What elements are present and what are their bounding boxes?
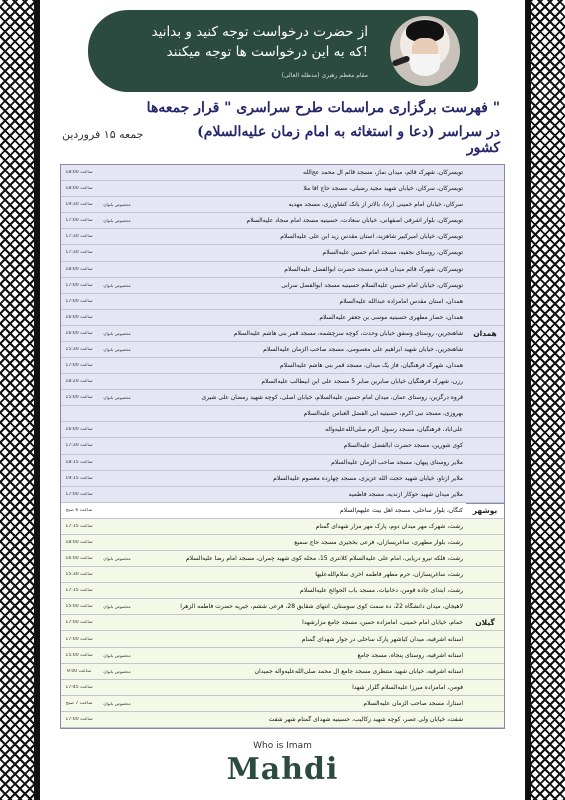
table-row bbox=[61, 696, 504, 712]
row-location: همدان، آستان مقدس امامزاده عبدالله علیه‌السلام bbox=[339, 297, 463, 305]
row-time: ساعت 17:30 bbox=[65, 234, 93, 240]
row-location: شفت، خیابان ولی عصر، کوچه شهید زکالیب، حسینیه شهدای گمنام شهر شفت bbox=[268, 715, 463, 723]
row-location: ملایر روستای پیهان، مسجد صاحب الزمان علیه‌السلام bbox=[331, 458, 463, 466]
row-location: شاهنجرین، روستای وسفق خیابان وحدت، کوچه سرچشمه، مسجد قمر بنی هاشم علیه‌السلام bbox=[233, 329, 463, 337]
row-time: ساعت 16:00 bbox=[65, 556, 93, 562]
table-row bbox=[61, 551, 504, 567]
row-time: ساعت 17:15 bbox=[65, 588, 93, 594]
footer-subtitle: Who is Imam bbox=[253, 741, 312, 751]
row-time: ساعت 6 صبح bbox=[65, 507, 93, 513]
table-row bbox=[61, 487, 504, 503]
row-location: رشت، ساغریسازان، حرم مطهر فاطمه اخری سلام‌الله‌علیها bbox=[315, 571, 463, 579]
row-time: ساعت 17:00 bbox=[65, 716, 93, 722]
row-location: تویسرکان، سرکان، خیابان شهید مجید رضیلی، مسجد حاج آقا ملا bbox=[303, 185, 463, 193]
banner-quote-line1: از حضرت درخواست توجه کنید و بدانید bbox=[151, 24, 368, 40]
row-note: مخصوص بانوان bbox=[103, 202, 131, 208]
row-note: مخصوص بانوان bbox=[103, 282, 131, 288]
table-row bbox=[61, 374, 504, 390]
table-row bbox=[61, 503, 504, 519]
row-location: رشت، بلوار مطهری، ساغریسازان، فرعی بخجیری مسجد حاج سمیع bbox=[294, 539, 463, 546]
table-row bbox=[61, 583, 504, 599]
table-row bbox=[61, 165, 504, 181]
events-table bbox=[60, 164, 505, 729]
table-row bbox=[61, 358, 504, 374]
table-row bbox=[61, 615, 504, 631]
table-row bbox=[61, 262, 504, 278]
row-location: رزن، شهرک فرهنگیان خیابان صابرین صابر 5 مسجد علی ابن ابیطالب علیه‌السلام bbox=[261, 378, 463, 386]
row-location: رشت، ابتدای جاده قومن، دخانیات، مسجد باب الحوائج علیه‌السلام bbox=[300, 587, 463, 595]
row-location: فومن، امامزاده میرزا علیه‌السلام گلزار شهدا bbox=[352, 683, 463, 691]
row-location: قروه درگزین، روستای عمان، میدان امام حسین علیه‌السلام، خیابان اصلی، کوچه شهید رمضان علی شیری bbox=[201, 394, 463, 402]
table-row bbox=[61, 213, 504, 229]
row-time: ساعت 15:00 bbox=[65, 652, 93, 658]
table-row bbox=[61, 406, 504, 422]
table-row bbox=[61, 455, 504, 471]
row-time: ساعت 19:30 bbox=[65, 202, 93, 208]
beard-shape bbox=[410, 54, 440, 76]
table-row bbox=[61, 422, 504, 438]
table-row bbox=[61, 519, 504, 535]
row-note: مخصوص بانوان bbox=[103, 604, 131, 610]
province-name: گیلان bbox=[475, 618, 495, 628]
row-time: ساعت 17:45 bbox=[65, 684, 93, 690]
row-time: ساعت 15:00 bbox=[65, 604, 93, 610]
province-name: بوشهر bbox=[472, 505, 498, 515]
quote-banner bbox=[88, 10, 478, 92]
row-location: آستانه اشرفیه، خیابان شهید منتظری مسجد جامع آل محمد صلی‌الله‌علیه‌وآله جمیدان bbox=[254, 667, 463, 675]
row-time: ساعت 17:30 bbox=[65, 250, 93, 256]
leader-portrait bbox=[390, 16, 460, 86]
row-time: ساعت 7 صبح bbox=[65, 700, 93, 706]
table-row bbox=[61, 680, 504, 696]
table-row bbox=[61, 310, 504, 326]
row-time: ساعت 17:30 bbox=[65, 443, 93, 449]
row-time: ساعت 17:00 bbox=[65, 363, 93, 369]
table-row bbox=[61, 342, 504, 358]
footer-logo: Mahdi bbox=[226, 752, 339, 787]
province-name: همدان bbox=[473, 328, 497, 338]
row-location: تویسرکان، روستای نجفیه، مسجد امام حسین علیه‌السلام bbox=[322, 249, 463, 257]
row-location: بهروزی، مسجد نبی اکرم، حسینیه ابی الفضل العباس علیه‌السلام bbox=[303, 410, 463, 418]
row-note: مخصوص بانوان bbox=[103, 330, 131, 336]
table-row bbox=[61, 567, 504, 583]
row-location: علی‌آباد، فرهنگیان، مسجد رسول اکرم صلی‌الله‌علیه‌وآله bbox=[325, 426, 463, 434]
row-time: ساعت 17:00 bbox=[65, 218, 93, 224]
row-location: تویسرکان، خیابان امام حسین علیه‌السلام حسینیه مسجد ابوالفضل سرابی bbox=[281, 281, 463, 289]
row-time: ساعت 9:00 bbox=[66, 668, 92, 674]
row-location: همدان، شهرک فرهنگیان، فاز یک میدان، مسجد قمر بنی هاشم علیه‌السلام bbox=[279, 362, 463, 370]
table-row bbox=[61, 599, 504, 615]
row-location: آستانه اشرفیه، روستای پنجاه، مسجد جامع bbox=[357, 651, 463, 659]
row-note: مخصوص بانوان bbox=[103, 668, 131, 674]
row-location: همدان، حصار مطهری حسینیه موسی بن جعفر علیه‌السلام bbox=[319, 313, 463, 321]
row-time: ساعت 16:00 bbox=[65, 427, 93, 433]
row-location: رشت، شهرک مهر میدان دوم، پارک مهر مزار شهدای گمنام bbox=[315, 522, 463, 530]
right-keffiyeh-border bbox=[525, 0, 565, 800]
row-location: کوی شورین، مسجد حضرت ابالفضل علیه‌السلام bbox=[343, 442, 463, 450]
table-row bbox=[61, 181, 504, 197]
row-note: مخصوص بانوان bbox=[103, 556, 131, 562]
page-subtitle: (دعا و استغاثه به امام زمان علیه‌السلام) در سراسر کشور bbox=[197, 124, 500, 156]
row-note: مخصوص بانوان bbox=[103, 218, 131, 224]
row-time: ساعت 18:15 bbox=[65, 459, 93, 465]
table-row bbox=[61, 712, 504, 728]
row-time: ساعت 19:15 bbox=[65, 475, 93, 481]
table-row bbox=[61, 438, 504, 454]
microphone-icon bbox=[392, 55, 411, 67]
row-time: ساعت 17:00 bbox=[65, 298, 93, 304]
table-row bbox=[61, 294, 504, 310]
row-location: آستانه اشرفیه، میدان کیاشهر پارک ساحلی در جوار شهدای گمنام bbox=[301, 635, 463, 643]
row-note: مخصوص بانوان bbox=[103, 700, 131, 706]
row-location: سرکان، خیابان امام خمینی (ره)، بالاتر از بانک کشاورزی، مسجد مهدیه bbox=[288, 201, 463, 209]
page-title: فهرست برگزاری مراسمات طرح سراسری " قرار جمعه‌ها " bbox=[146, 100, 500, 116]
row-time: ساعت 16:00 bbox=[65, 314, 93, 320]
table-row bbox=[61, 197, 504, 213]
row-location: ملایر میدان شهید حوکار ازندیه، مسجد فاطمیه bbox=[348, 490, 463, 498]
banner-quote-line2: که به این درخواست ها توجه میکنند! bbox=[166, 44, 368, 60]
row-time: ساعت 18:20 bbox=[65, 379, 93, 385]
row-time: ساعت 18:00 bbox=[65, 540, 93, 545]
table-row bbox=[61, 326, 504, 342]
row-location: ملایر ازناو، خیابان شهید حجت الله عزیزی، مسجد چهارده معصوم علیه‌السلام bbox=[273, 474, 463, 482]
row-location: لاهیجان، میدان دانشگاه 22، ده سمت کوی سوستان، انتهای شقایق 28، فرعی ششم، خیریه حضرت فاطمه الزهرا bbox=[180, 603, 463, 611]
row-time: ساعت 18:00 bbox=[65, 186, 93, 192]
event-date: جمعه ۱۵ فروردین bbox=[62, 128, 144, 141]
row-location: خمام، خیابان امام خمینی، امامزاده حسن، مسجد جامع مزارشهدا bbox=[302, 619, 463, 627]
row-note: مخصوص بانوان bbox=[103, 395, 131, 401]
table-row bbox=[61, 245, 504, 261]
row-location: تویسرکان، شهرک قائم، میدان نماز، مسجد قائم آل محمد عج‌الله bbox=[303, 169, 463, 177]
row-time: ساعت 15:30 bbox=[65, 572, 93, 578]
row-time: ساعت 16:00 bbox=[65, 330, 93, 336]
row-location: تویسرکان، شهرک قائم میدان قدس مسجد حضرت ابوالفضل علیه‌السلام bbox=[284, 265, 463, 273]
row-time: ساعت 18:00 bbox=[65, 170, 93, 176]
row-note: مخصوص بانوان bbox=[103, 652, 131, 658]
row-location: شاهنجرین، خیابان شهید ابراهیم علی معصومی، مسجد صاحب الزمان علیه‌السلام bbox=[263, 345, 463, 353]
row-location: آستارا، مسجد صاحب الزمان علیه‌السلام bbox=[363, 699, 463, 707]
row-time: ساعت 17:15 bbox=[65, 523, 93, 529]
table-row bbox=[61, 278, 504, 294]
table-row bbox=[61, 631, 504, 647]
table-row bbox=[61, 648, 504, 664]
row-time: ساعت 18:00 bbox=[65, 266, 93, 272]
row-time: ساعت 15:00 bbox=[65, 395, 93, 401]
row-location: رشت، فلکه نیرو دریایی، امام علی علیه‌السلام کلانتری 15، محله کوی شهید چمران، مسجد امام رضا علیه‌السلام bbox=[185, 555, 463, 563]
row-time: ساعت 17:00 bbox=[65, 491, 93, 497]
table-row bbox=[61, 229, 504, 245]
row-location: تویسرکان، خیابان امیرکبیر شاهزید، آستان مقدس زید ابن علی علیه‌السلام bbox=[280, 233, 463, 241]
table-row bbox=[61, 390, 504, 406]
banner-source: مقام معظم رهبری (مدظله العالی) bbox=[281, 72, 368, 79]
table-row bbox=[61, 471, 504, 487]
table-row bbox=[61, 535, 504, 551]
row-location: کنگان، بلوار ساحلی، مسجد اهل بیت علیهم‌السلام bbox=[339, 506, 463, 514]
row-time: ساعت 15:30 bbox=[65, 346, 93, 352]
row-time: ساعت 17:00 bbox=[65, 636, 93, 642]
row-note: مخصوص بانوان bbox=[103, 346, 131, 352]
table-row bbox=[61, 664, 504, 680]
row-time: ساعت 17:00 bbox=[65, 620, 93, 626]
row-time: ساعت 17:00 bbox=[65, 282, 93, 288]
row-location: تویسرکان، بلوار اشرفی اصفهانی، خیابان سعادت، حسینیه مسجد امام سجاد علیه‌السلام bbox=[246, 217, 463, 225]
left-keffiyeh-border bbox=[0, 0, 40, 800]
